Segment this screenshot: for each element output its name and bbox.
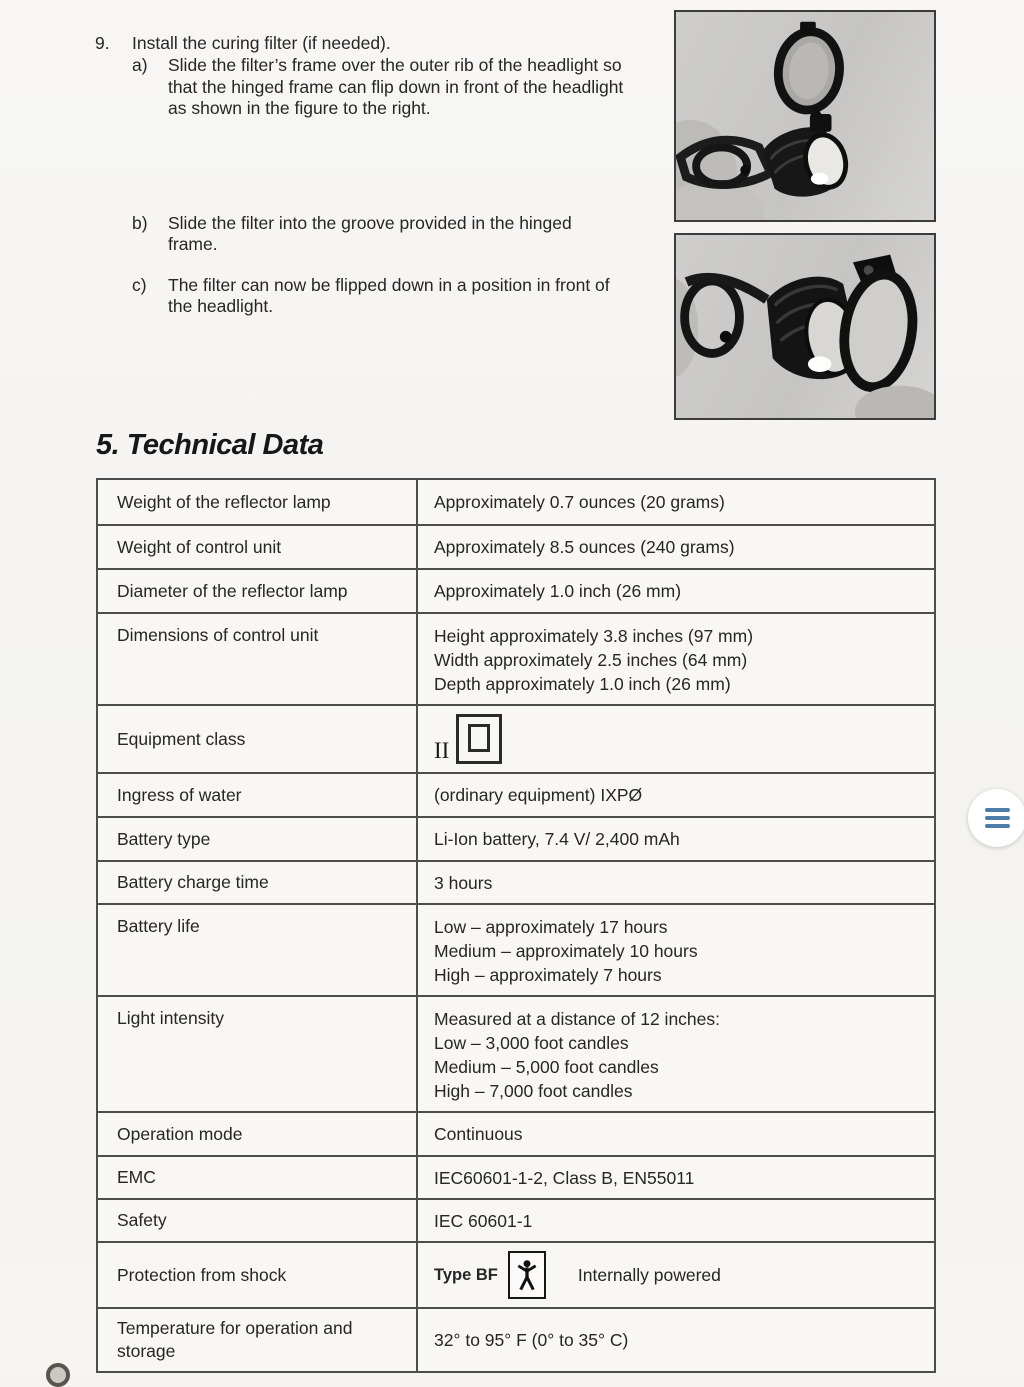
- table-row-label: Light intensity: [98, 997, 418, 1111]
- substep-b: [132, 213, 660, 256]
- headlight-illustration-down: [676, 235, 934, 418]
- class-ii-numeral: II: [434, 738, 450, 763]
- table-row: [98, 568, 934, 612]
- value-line: Approximately 8.5 ounces (240 grams): [434, 537, 735, 557]
- table-row-value: [418, 1200, 934, 1241]
- table-row-value: [418, 905, 934, 995]
- table-row: [98, 1307, 934, 1371]
- technical-data-table: [96, 478, 936, 1373]
- table-row-value: [418, 818, 934, 860]
- value-line: 32° to 95° F (0° to 35° C): [434, 1330, 629, 1350]
- value-line: Approximately 0.7 ounces (20 grams): [434, 492, 725, 512]
- headlight-illustration-up: [676, 12, 934, 220]
- hamburger-menu-icon: [985, 808, 1010, 812]
- value-line: Medium – approximately 10 hours: [434, 941, 698, 961]
- substep-c: [132, 275, 660, 318]
- table-row-value: [418, 1309, 934, 1371]
- table-row: [98, 1241, 934, 1307]
- table-row-label: Battery life: [98, 905, 418, 995]
- value-line: Li-Ion battery, 7.4 V/ 2,400 mAh: [434, 829, 680, 849]
- table-row-value: [418, 614, 934, 704]
- table-row-label: Dimensions of control unit: [98, 614, 418, 704]
- table-row-value: [418, 1113, 934, 1155]
- substep-list: [132, 55, 660, 318]
- step-number: 9.: [95, 33, 110, 53]
- table-row-label: Weight of control unit: [98, 526, 418, 568]
- table-row: [98, 1111, 934, 1155]
- table-row: [98, 612, 934, 704]
- table-row-value: [418, 774, 934, 816]
- value-line: Height approximately 3.8 inches (97 mm): [434, 626, 754, 646]
- value-line: Approximately 1.0 inch (26 mm): [434, 581, 682, 601]
- value-line: Low – approximately 17 hours: [434, 917, 668, 937]
- table-row-label: Equipment class: [98, 706, 418, 772]
- table-row-value: [418, 480, 934, 524]
- table-row-label: Protection from shock: [98, 1243, 418, 1307]
- substep-label: c): [132, 274, 147, 295]
- table-row-value: [418, 570, 934, 612]
- table-row-label: Weight of the reflector lamp: [98, 480, 418, 524]
- table-row: [98, 772, 934, 816]
- value-line: (ordinary equipment) IXPØ: [434, 785, 643, 805]
- viewer-menu-button[interactable]: [968, 789, 1024, 847]
- table-row-label: Temperature for operation and storage: [98, 1309, 418, 1371]
- table-row-value: [418, 526, 934, 568]
- bottom-page-marker: [46, 1363, 70, 1387]
- value-line: Low – 3,000 foot candles: [434, 1033, 629, 1053]
- table-row-label: Battery charge time: [98, 862, 418, 903]
- protection-value-text: Internally powered: [577, 1265, 721, 1285]
- table-row: [98, 903, 934, 995]
- table-row: [98, 704, 934, 772]
- table-row: [98, 480, 934, 524]
- table-row-value: [418, 862, 934, 903]
- table-row-label: Safety: [98, 1200, 418, 1241]
- table-row: [98, 860, 934, 903]
- table-row-value: [418, 1243, 934, 1307]
- table-row-label: EMC: [98, 1157, 418, 1198]
- step-text: Install the curing filter (if needed).: [132, 33, 391, 53]
- table-row: [98, 1198, 934, 1241]
- table-row-label: Operation mode: [98, 1113, 418, 1155]
- value-line: IEC60601-1-2, Class B, EN55011: [434, 1167, 695, 1188]
- type-bf-label: Type BF: [434, 1266, 498, 1284]
- step-9-block: [95, 33, 660, 316]
- value-line: Depth approximately 1.0 inch (26 mm): [434, 674, 731, 694]
- table-row: [98, 1155, 934, 1198]
- substep-text: The filter can now be flipped down in a position in front of the headlight.: [168, 274, 610, 316]
- headlight-filter-flipped-down-photo: [674, 233, 936, 420]
- table-row-value: [418, 997, 934, 1111]
- bf-stick-figure-icon: [508, 1251, 546, 1299]
- value-line: Medium – 5,000 foot candles: [434, 1057, 659, 1077]
- table-row-label: Ingress of water: [98, 774, 418, 816]
- value-line: Width approximately 2.5 inches (64 mm): [434, 650, 748, 670]
- value-line: 3 hours: [434, 872, 493, 893]
- substep-text: Slide the filter into the groove provided in the hinged frame.: [168, 212, 572, 254]
- table-row: [98, 816, 934, 860]
- table-row-label: Diameter of the reflector lamp: [98, 570, 418, 612]
- section-title: 5. Technical Data: [96, 429, 324, 461]
- value-line: Continuous: [434, 1124, 523, 1144]
- table-row-label: Battery type: [98, 818, 418, 860]
- substep-label: a): [132, 55, 148, 75]
- table-row-value: [418, 1157, 934, 1198]
- class-ii-double-square-icon: [456, 714, 502, 764]
- table-row: [98, 995, 934, 1111]
- headlight-filter-flipped-up-photo: [674, 10, 936, 222]
- table-row: [98, 524, 934, 568]
- substep-label: b): [132, 212, 148, 233]
- value-line: High – approximately 7 hours: [434, 965, 662, 985]
- value-line: IEC 60601-1: [434, 1210, 533, 1231]
- value-line: Measured at a distance of 12 inches:: [434, 1009, 721, 1029]
- table-row-value: [418, 706, 934, 772]
- substep-a: [132, 55, 660, 120]
- substep-text: Slide the filter’s frame over the outer rib of the headlight so that the hinged frame can flip down in front of the headlight as shown in the figure to the right.: [168, 55, 624, 118]
- value-line: High – 7,000 foot candles: [434, 1081, 633, 1101]
